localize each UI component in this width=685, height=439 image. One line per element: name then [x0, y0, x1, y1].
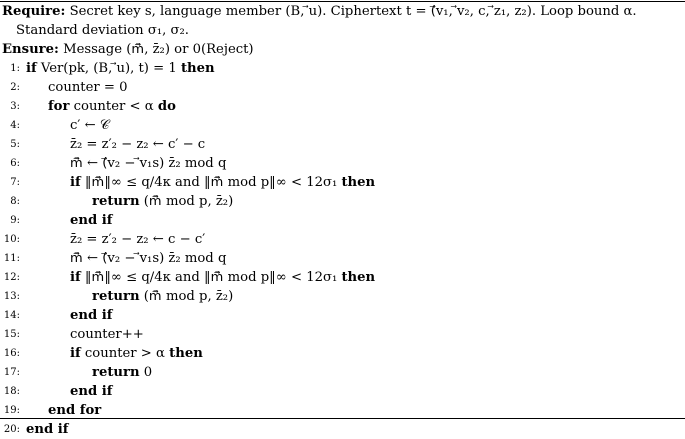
- line-code: for counter < α do: [48, 99, 176, 114]
- line-code: if ‖m⃗̄‖∞ ≤ q/4κ and ‖m⃗̄ mod p‖∞ < 12σ₁ then: [70, 270, 376, 285]
- algorithm-line: [0, 344, 685, 363]
- line-code: if ‖m⃗̄‖∞ ≤ q/4κ and ‖m⃗̄ mod p‖∞ < 12σ₁ then: [70, 175, 376, 190]
- algorithm-line: [0, 268, 685, 287]
- require-line-2: [0, 21, 685, 40]
- line-number: 16:: [3, 348, 20, 359]
- line-code: end for: [48, 403, 102, 418]
- line-code: end if: [26, 422, 69, 437]
- line-code: m⃗̄ ← (⃗v₂ − ⃗v₁s) z̄₂ mod q: [70, 251, 227, 266]
- line-number: 19:: [3, 405, 20, 416]
- algorithm-line: [0, 116, 685, 135]
- algorithm-line: [0, 192, 685, 211]
- algorithm-line: [0, 306, 685, 325]
- ensure-label: Ensure:: [2, 42, 59, 57]
- algorithm-line: [0, 154, 685, 173]
- line-code: if counter > α then: [70, 346, 203, 361]
- line-number: 12:: [3, 272, 20, 283]
- line-code: counter++: [70, 327, 144, 342]
- ensure-line: [0, 40, 685, 59]
- line-code: return (m⃗̄ mod p, z̄₂): [92, 194, 234, 209]
- algorithm-line: [0, 230, 685, 249]
- line-number: 13:: [3, 291, 20, 302]
- line-code: z̄₂ = z′₂ − z₂ ← c′ − c: [70, 137, 206, 152]
- line-number: 11:: [3, 253, 20, 264]
- line-number: 6:: [10, 158, 20, 169]
- algorithm-line: [0, 382, 685, 401]
- line-code: m⃗̄ ← (⃗v₂ − ⃗v₁s) z̄₂ mod q: [70, 156, 227, 171]
- algorithm-line: [0, 249, 685, 268]
- line-code: end if: [70, 213, 113, 228]
- line-number: 14:: [3, 310, 20, 321]
- algorithm-line: [0, 59, 685, 78]
- algorithm-line: [0, 135, 685, 154]
- require-label: Require:: [2, 4, 66, 19]
- line-number: 9:: [10, 215, 20, 226]
- require-text-2: Standard deviation σ₁, σ₂.: [16, 23, 190, 38]
- algorithm-line: [0, 287, 685, 306]
- algorithm-line: [0, 78, 685, 97]
- line-code: end if: [70, 384, 113, 399]
- line-number: 4:: [10, 120, 20, 131]
- line-code: return 0: [92, 365, 153, 380]
- line-number: 8:: [10, 196, 20, 207]
- require-line: [0, 2, 685, 21]
- line-number: 10:: [3, 234, 20, 245]
- line-number: 18:: [3, 386, 20, 397]
- line-code: counter = 0: [48, 80, 128, 95]
- line-code: c′ ← 𝒞: [70, 118, 110, 133]
- algorithm-line: [0, 363, 685, 382]
- algorithm-line: [0, 173, 685, 192]
- line-number: 1:: [10, 63, 20, 74]
- line-number: 3:: [10, 101, 20, 112]
- line-number: 15:: [3, 329, 20, 340]
- line-number: 5:: [10, 139, 20, 150]
- line-number: 2:: [10, 82, 20, 93]
- ensure-text: Message (m⃗̄, z̄₂) or 0(Reject): [63, 42, 254, 57]
- line-code: return (m⃗̄ mod p, z̄₂): [92, 289, 234, 304]
- algorithm-line: [0, 97, 685, 116]
- algorithm-line: [0, 211, 685, 230]
- line-number: 20:: [3, 424, 20, 435]
- line-code: end if: [70, 308, 113, 323]
- line-number: 7:: [10, 177, 20, 188]
- algorithm-line: [0, 420, 685, 439]
- line-number: 17:: [3, 367, 20, 378]
- algorithm-line: [0, 325, 685, 344]
- require-text-1: Secret key s, language member (B, ⃗u). Ciphertext t = (⃗v₁, ⃗v₂, c, ⃗z₁, z₂). Loop bound α.: [69, 4, 637, 19]
- line-code: z̄₂ = z′₂ − z₂ ← c − c′: [70, 232, 206, 247]
- line-code: if Ver(pk, (B, ⃗u), t) = 1 then: [26, 61, 215, 76]
- bottom-rule: [0, 418, 685, 419]
